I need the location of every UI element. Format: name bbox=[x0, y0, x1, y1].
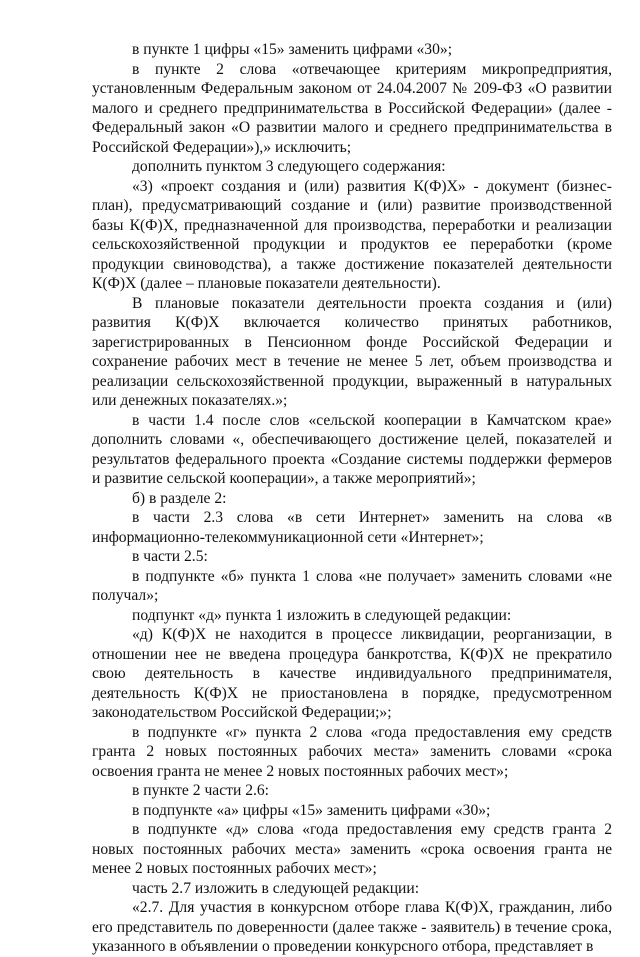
paragraph: в подпункте «г» пункта 2 слова «года предоставления ему средств гранта 2 новых постоянных рабочих места» заменить словами «срока освоения гранта не менее 2 новых постоянных рабочих мест»; bbox=[92, 723, 612, 780]
paragraph: в части 1.4 после слов «сельской кооперации в Камчатском крае» дополнить словами «, обеспечивающего достижение целей, показателей и результатов федерального проекта «Создание системы поддержки фермеров и развитие сельской кооперации», а также мероприятий»; bbox=[92, 411, 612, 487]
paragraph: подпункт «д» пункта 1 изложить в следующей редакции: bbox=[132, 606, 512, 624]
paragraph: в пункте 1 цифры «15» заменить цифрами «30»; bbox=[132, 41, 453, 58]
paragraph: «д) К(Ф)Х не находится в процессе ликвидации, реорганизации, в отношении нее не введена процедура банкротства, К(Ф)Х не прекратило свою деятельность в качестве индивидуального предпринимателя, деятельность К(Ф)Х не приостановлена в порядке, предусмотренном законодательством Российской Федерации;»; bbox=[92, 626, 612, 721]
paragraph: в части 2.3 слова «в сети Интернет» заменить на слова «в информационно-телекоммуникационной сети «Интернет»; bbox=[92, 509, 612, 546]
paragraph: в подпункте «б» пункта 1 слова «не получает» заменить словами «не получал»; bbox=[92, 567, 612, 604]
paragraph: «2.7. Для участия в конкурсном отборе глава К(Ф)Х, гражданин, либо его представитель по доверенности (далее также - заявитель) в течение срока, указанного в объявлении о проведении конкурсного отбора, представляет в bbox=[92, 899, 612, 955]
document-page bbox=[92, 40, 612, 957]
paragraph: дополнить пунктом 3 следующего содержания: bbox=[132, 158, 446, 175]
paragraph: В плановые показатели деятельности проекта создания и (или) развития К(Ф)Х включается количество принятых работников, зарегистрированных в Пенсионном фонде Российской Федерации и сохранение рабочих мест в течение не менее 5 лет, объем производства и реализации сельскохозяйственной продукции, выраженный в натуральных или денежных показателях.»; bbox=[92, 294, 612, 409]
paragraph: в подпункте «д» слова «года предоставления ему средств гранта 2 новых постоянных рабочих места» заменить «срока освоения гранта не менее 2 новых постоянных рабочих мест»; bbox=[92, 821, 612, 877]
paragraph: часть 2.7 изложить в следующей редакции: bbox=[132, 879, 420, 897]
paragraph: в пункте 2 слова «отвечающее критериям микропредприятия, установленным Федеральным законом от 24.04.2007 № 209-ФЗ «О развитии малого и среднего предпринимательства в Российской Федерации» (далее - Федеральный закон «О развитии малого и среднего предпринимательства в Российской Федерации»),» исключить; bbox=[92, 60, 612, 156]
paragraph: в части 2.5: bbox=[132, 548, 208, 565]
paragraph: «3) «проект создания и (или) развития К(Ф)Х» - документ (бизнес-план), предусматривающий создание и (или) развитие производственной базы К(Ф)Х, предназначенной для производства, переработки и реализации сельскохозяйственной продукции и продуктов ее переработки (кроме продукции свиноводства), а также достижение показателей деятельности К(Ф)Х (далее – плановые показатели деятельности). bbox=[92, 177, 612, 292]
paragraph: б) в разделе 2: bbox=[132, 489, 227, 507]
paragraph: в пункте 2 части 2.6: bbox=[132, 782, 270, 799]
paragraph: в подпункте «а» цифры «15» заменить цифрами «30»; bbox=[132, 801, 491, 819]
